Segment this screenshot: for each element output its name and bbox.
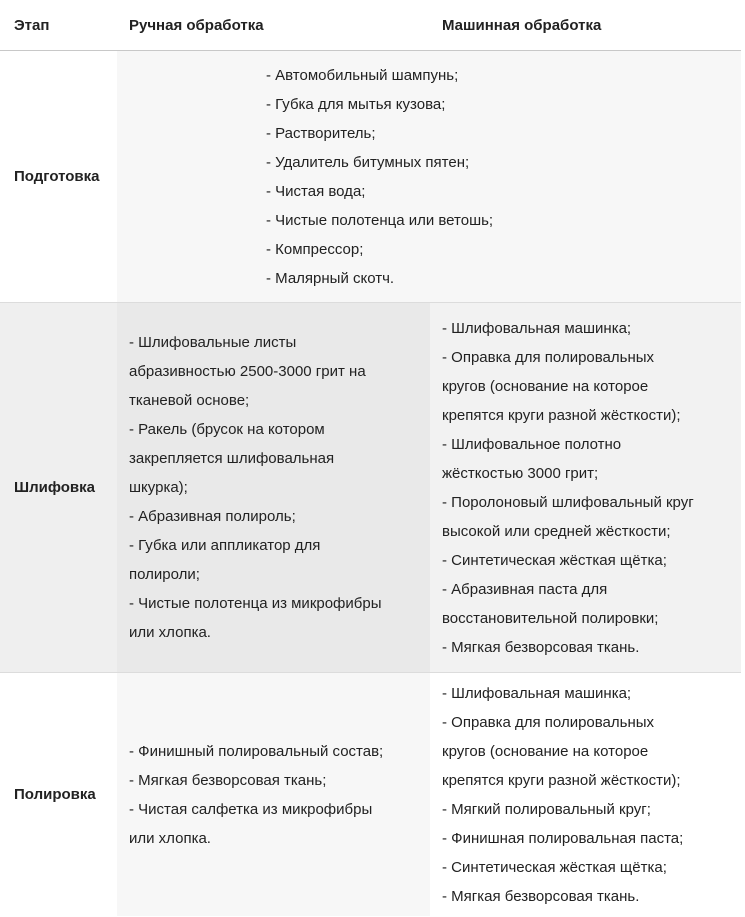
list-line: - Чистая салфетка из микрофибры xyxy=(129,800,373,818)
list-line: - Автомобильный шампунь; xyxy=(266,66,459,84)
list-line: шкурка); xyxy=(129,479,188,496)
list-line: кругов (основание на которое xyxy=(442,377,649,395)
list-line: - Оправка для полировальных xyxy=(442,713,655,731)
table-row-preparation xyxy=(0,51,741,303)
grinding-manual-list xyxy=(129,328,430,647)
table-row-polishing xyxy=(0,673,741,917)
list-line: - Растворитель; xyxy=(266,124,376,142)
list-line: абразивностью 2500-3000 грит на xyxy=(129,363,366,380)
polishing-machine-cell xyxy=(430,673,741,917)
polishing-manual-cell xyxy=(117,673,430,917)
polishing-manual-list xyxy=(129,737,430,853)
list-line: - Шлифовальное полотно xyxy=(442,435,622,453)
header-machine: Машинная обработка xyxy=(430,0,741,51)
list-line: - Чистые полотенца или ветошь; xyxy=(266,211,494,229)
list-line: - Малярный скотч. xyxy=(266,269,395,287)
table-header-row xyxy=(0,0,741,51)
list-line: или хлопка. xyxy=(129,624,211,641)
list-line: закрепляется шлифовальная xyxy=(129,450,335,467)
list-line: тканевой основе; xyxy=(129,392,250,409)
grinding-machine-list xyxy=(442,314,741,662)
list-line: - Абразивная полироль; xyxy=(129,508,296,525)
list-line: крепятся круги разной жёсткости); xyxy=(442,771,681,789)
list-line: - Мягкая безворсовая ткань. xyxy=(442,887,640,905)
preparation-shared-cell xyxy=(117,51,741,303)
table-row-grinding xyxy=(0,303,741,673)
stage-grinding: Шлифовка xyxy=(0,303,117,673)
list-line: - Поролоновый шлифовальный круг xyxy=(442,493,694,511)
list-line: - Шлифовальные листы xyxy=(129,334,297,351)
list-line: - Оправка для полировальных xyxy=(442,348,655,366)
stage-polishing: Полировка xyxy=(0,673,117,917)
list-line: - Синтетическая жёсткая щётка; xyxy=(442,551,667,569)
grinding-manual-cell xyxy=(117,303,430,673)
list-line: - Мягкая безворсовая ткань; xyxy=(129,771,327,789)
list-line: крепятся круги разной жёсткости); xyxy=(442,406,681,424)
grinding-machine-cell xyxy=(430,303,741,673)
polishing-machine-list xyxy=(442,679,741,911)
list-line: - Синтетическая жёсткая щётка; xyxy=(442,858,667,876)
list-line: - Шлифовальная машинка; xyxy=(442,319,632,337)
list-line: - Чистые полотенца из микрофибры xyxy=(129,595,382,612)
list-line: - Шлифовальная машинка; xyxy=(442,684,632,702)
list-line: - Ракель (брусок на котором xyxy=(129,421,325,438)
list-line: - Удалитель битумных пятен; xyxy=(266,153,470,171)
list-line: жёсткостью 3000 грит; xyxy=(442,464,599,482)
list-line: - Финишная полировальная паста; xyxy=(442,829,684,847)
list-line: - Губка или аппликатор для xyxy=(129,537,321,554)
list-line: - Чистая вода; xyxy=(266,182,366,200)
list-line: - Финишный полировальный состав; xyxy=(129,742,384,760)
list-line: - Компрессор; xyxy=(266,240,364,258)
list-line: - Абразивная паста для xyxy=(442,580,608,598)
header-manual: Ручная обработка xyxy=(117,0,430,51)
list-line: или хлопка. xyxy=(129,829,211,847)
list-line: кругов (основание на которое xyxy=(442,742,649,760)
list-line: восстановительной полировки; xyxy=(442,609,659,627)
list-line: полироли; xyxy=(129,566,200,583)
stage-preparation: Подготовка xyxy=(0,51,117,303)
list-line: - Мягкая безворсовая ткань. xyxy=(442,638,640,656)
list-line: высокой или средней жёсткости; xyxy=(442,522,671,540)
preparation-shared-list xyxy=(266,61,741,293)
list-line: - Губка для мытья кузова; xyxy=(266,95,446,113)
header-stage: Этап xyxy=(0,0,117,51)
list-line: - Мягкий полировальный круг; xyxy=(442,800,651,818)
